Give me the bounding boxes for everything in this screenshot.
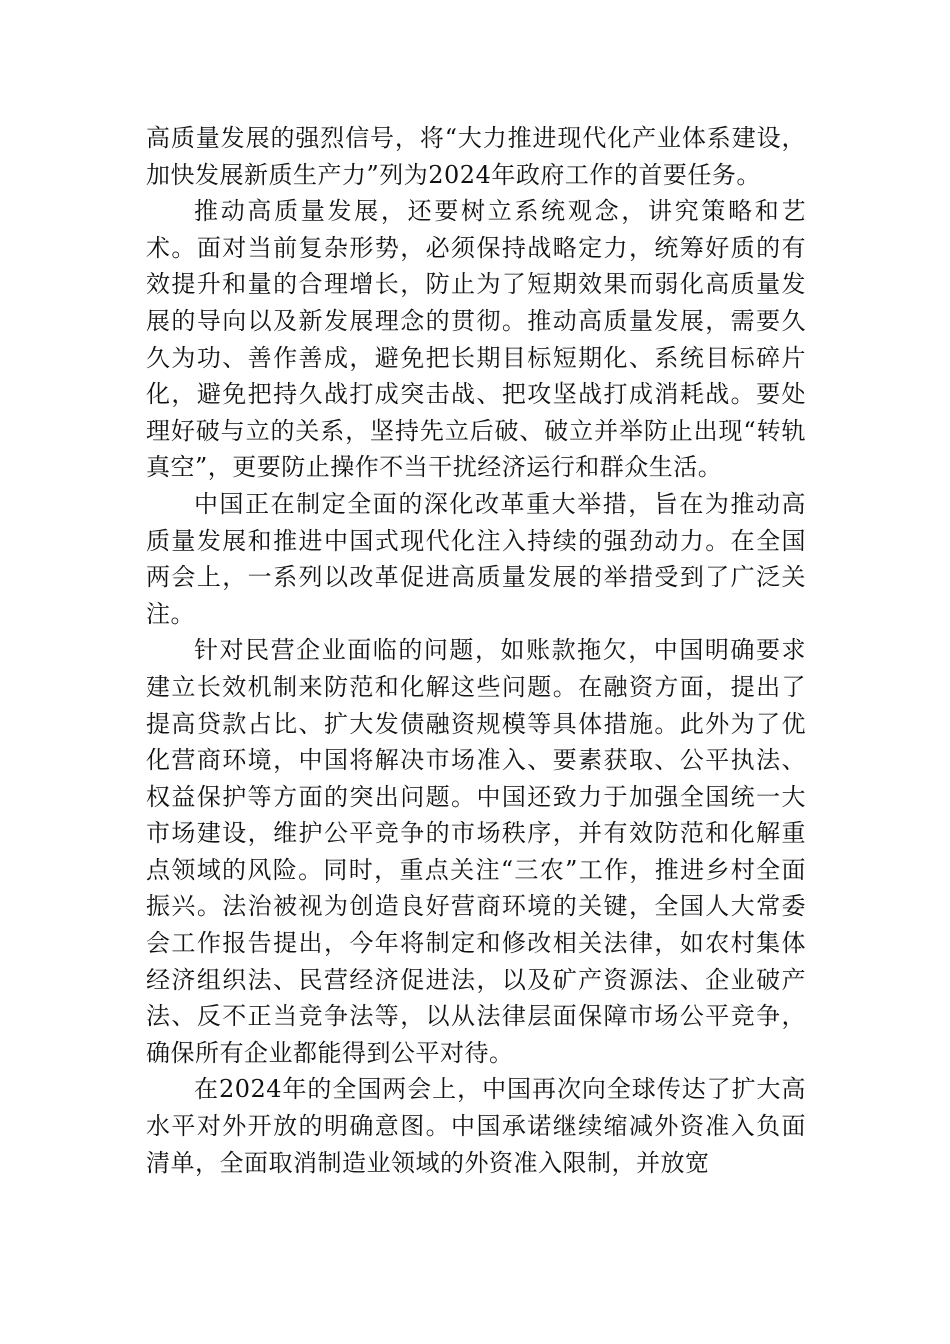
document-page <box>146 120 806 1181</box>
paragraph-continuation: 高质量发展的强烈信号，将“大力推进现代化产业体系建设，加快发展新质生产力”列为2024年政府工作的首要任务。 <box>146 124 806 189</box>
paragraph-deepening-reform: 中国正在制定全面的深化改革重大举措，旨在为推动高质量发展和推进中国式现代化注入持续的强劲动力。在全国两会上，一系列以改革促进高质量发展的举措受到了广泛关注。 <box>146 489 806 628</box>
paragraph-private-enterprises: 针对民营企业面临的问题，如账款拖欠，中国明确要求建立长效机制来防范和化解这些问题。在融资方面，提出了提高贷款占比、扩大发债融资规模等具体措施。此外为了优化营商环境，中国将解决市场准入、要素获取、公平执法、权益保护等方面的突出问题。中国还致力于加强全国统一大市场建设，维护公平竞争的市场秩序，并有效防范和化解重点领域的风险。同时，重点关注“三农”工作，推进乡村全面振兴。法治被视为创造良好营商环境的关键，全国人大常委会工作报告提出，今年将制定和修改相关法律，如农村集体经济组织法、民营经济促进法，以及矿产资源法、企业破产法、反不正当竞争法等，以从法律层面保障市场公平竞争，确保所有企业都能得到公平对待。 <box>146 636 806 1067</box>
paragraph-systematic-approach: 推动高质量发展，还要树立系统观念，讲究策略和艺术。面对当前复杂形势，必须保持战略定力，统筹好质的有效提升和量的合理增长，防止为了短期效果而弱化高质量发展的导向以及新发展理念的贯彻。推动高质量发展，需要久久为功、善作善成，避免把长期目标短期化、系统目标碎片化，避免把持久战打成突击战、把攻坚战打成消耗战。要处理好破与立的关系，坚持先立后破、破立并举防止出现“转轨真空”，更要防止操作不当干扰经济运行和群众生活。 <box>146 197 806 482</box>
paragraph-opening-up: 在2024年的全国两会上，中国再次向全球传达了扩大高水平对外开放的明确意图。中国承诺继续缩减外资准入负面清单，全面取消制造业领域的外资准入限制，并放宽 <box>146 1075 806 1177</box>
